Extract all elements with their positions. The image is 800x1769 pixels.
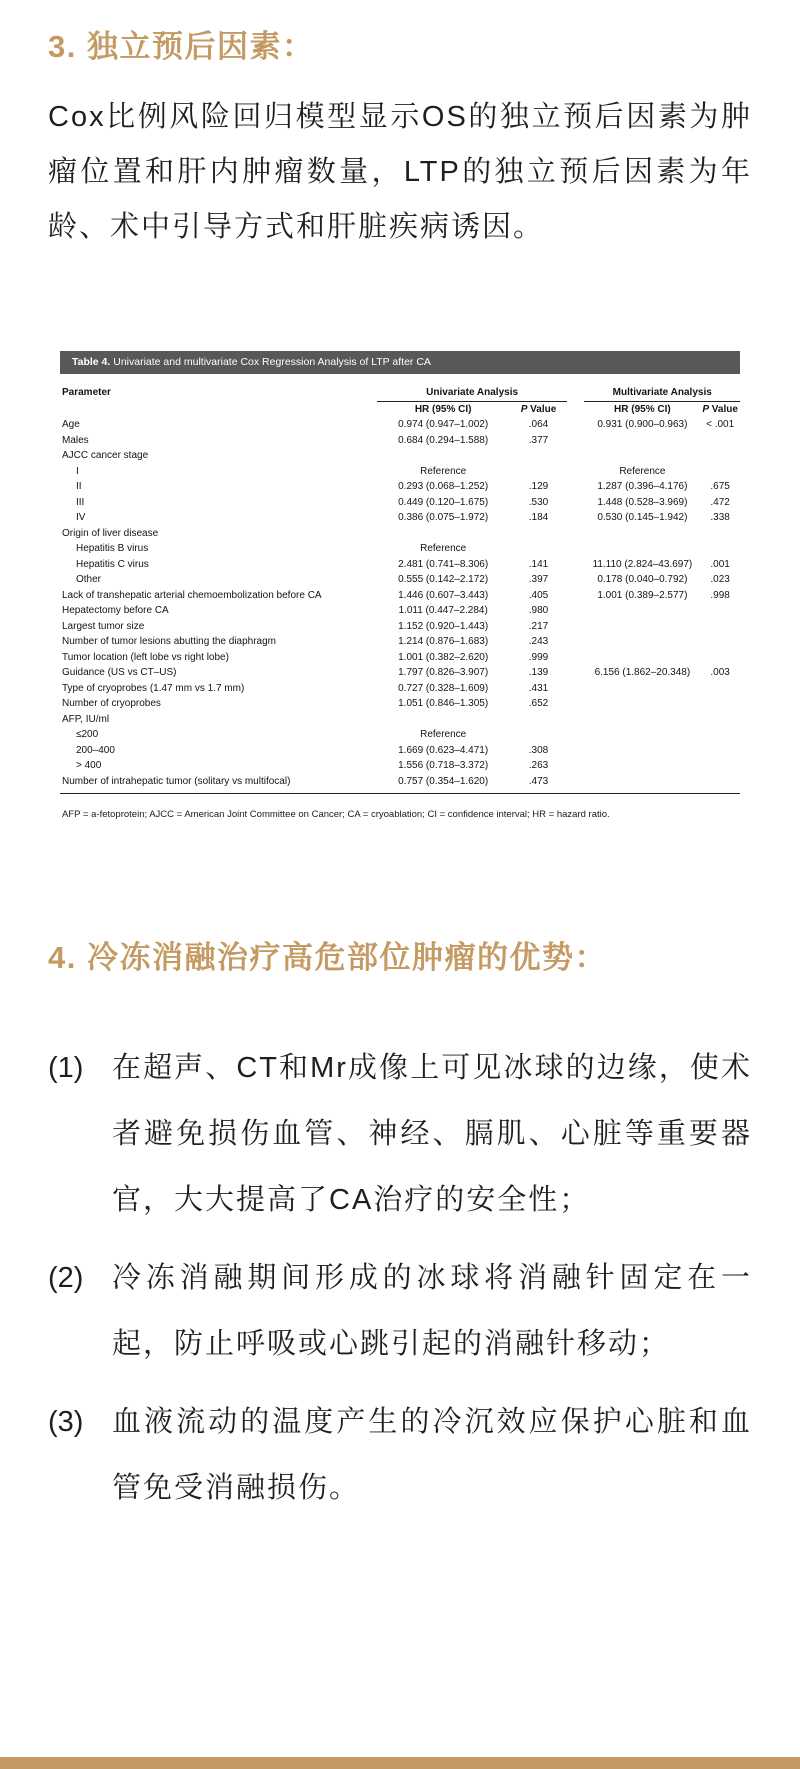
univariate-hr-cell: 0.757 (0.354–1.620) bbox=[377, 774, 510, 794]
parameter-cell: > 400 bbox=[76, 760, 102, 771]
univariate-p-cell: .308 bbox=[528, 744, 549, 756]
p-value-italic: P bbox=[702, 403, 710, 415]
gap-cell bbox=[567, 542, 584, 558]
subheader-uni-hr: HR (95% CI) bbox=[414, 403, 472, 415]
univariate-p-cell bbox=[510, 542, 568, 558]
section-3-heading: 3. 独立预后因素： bbox=[48, 29, 315, 64]
multivariate-p-cell bbox=[700, 619, 740, 635]
univariate-hr-cell: 1.556 (0.718–3.372) bbox=[398, 760, 489, 771]
gap-cell bbox=[567, 666, 584, 682]
advantages-list bbox=[48, 1035, 752, 1521]
gap-cell bbox=[567, 759, 584, 775]
univariate-p-cell: .064 bbox=[528, 419, 549, 430]
gap-cell bbox=[567, 650, 584, 666]
multivariate-p-cell bbox=[700, 697, 740, 713]
cox-regression-table bbox=[60, 385, 740, 794]
subheader-multi-p bbox=[700, 402, 740, 418]
parameter-cell: Hepatitis C virus bbox=[76, 558, 149, 570]
univariate-hr-cell: 1.669 (0.623–4.471) bbox=[398, 744, 489, 756]
gap-cell bbox=[567, 619, 584, 635]
table-row bbox=[60, 774, 740, 794]
table-row bbox=[60, 604, 740, 620]
multivariate-p-cell: < .001 bbox=[706, 419, 735, 430]
table-row bbox=[60, 697, 740, 713]
univariate-hr-cell: 1.011 (0.447–2.284) bbox=[398, 605, 488, 616]
parameter-cell: Type of cryoprobes (1.47 mm vs 1.7 mm) bbox=[62, 682, 245, 694]
univariate-hr-cell: 1.446 (0.607–3.443) bbox=[398, 589, 489, 601]
table-row bbox=[60, 635, 740, 651]
section-4-heading: 4. 冷冻消融治疗高危部位肿瘤的优势： bbox=[48, 940, 607, 975]
univariate-p-cell: .473 bbox=[510, 774, 568, 794]
gap-cell bbox=[567, 573, 584, 589]
table-figure bbox=[60, 351, 740, 821]
multivariate-hr-cell bbox=[584, 697, 700, 713]
table-row bbox=[60, 433, 740, 449]
list-item-text: 在超声、CT和Mr成像上可见冰球的边缘，使术者避免损伤血管、神经、膈肌、心脏等重要器官，大大提高了CA治疗的安全性； bbox=[112, 1052, 752, 1216]
univariate-hr-cell: 0.555 (0.142–2.172) bbox=[398, 574, 489, 585]
multivariate-hr-cell: 0.530 (0.145–1.942) bbox=[597, 512, 688, 523]
multivariate-p-cell: .003 bbox=[710, 667, 730, 678]
univariate-hr-cell: 1.797 (0.826–3.907) bbox=[398, 667, 489, 678]
column-gap bbox=[567, 385, 584, 418]
multivariate-hr-cell: 0.931 (0.900–0.963) bbox=[597, 419, 688, 430]
multivariate-hr-cell: Reference bbox=[619, 465, 666, 477]
univariate-p-cell bbox=[510, 526, 568, 542]
subheader-uni-p bbox=[510, 402, 568, 418]
parameter-cell: ≤200 bbox=[76, 729, 99, 740]
parameter-cell: IV bbox=[76, 512, 86, 523]
table-row bbox=[60, 728, 740, 744]
parameter-cell: Other bbox=[76, 574, 102, 585]
parameter-cell: Lack of transhepatic arterial chemoembolization before CA bbox=[62, 589, 322, 601]
multivariate-hr-cell: 0.178 (0.040–0.792) bbox=[597, 574, 688, 585]
table-row bbox=[60, 449, 740, 465]
gap-cell bbox=[567, 743, 584, 759]
univariate-p-cell: .999 bbox=[528, 651, 549, 663]
multivariate-p-cell bbox=[700, 650, 740, 666]
univariate-p-cell: .530 bbox=[528, 496, 549, 508]
multivariate-hr-cell: 6.156 (1.862–20.348) bbox=[594, 667, 691, 678]
parameter-cell: 200–400 bbox=[76, 744, 115, 756]
gap-cell bbox=[567, 712, 584, 728]
univariate-hr-cell: 0.684 (0.294–1.588) bbox=[398, 434, 489, 446]
table-body bbox=[60, 418, 740, 794]
univariate-p-cell: .377 bbox=[528, 434, 549, 446]
multivariate-hr-cell bbox=[584, 759, 700, 775]
table-row bbox=[60, 588, 740, 604]
univariate-p-cell: .652 bbox=[528, 698, 549, 709]
multivariate-hr-cell bbox=[584, 449, 700, 465]
gap-cell bbox=[567, 635, 584, 651]
table-row bbox=[60, 557, 740, 573]
multivariate-p-cell bbox=[700, 774, 740, 794]
multivariate-hr-cell bbox=[584, 619, 700, 635]
parameter-cell: III bbox=[76, 496, 85, 508]
parameter-cell: I bbox=[76, 465, 79, 477]
table-row bbox=[60, 511, 740, 527]
multivariate-p-cell bbox=[700, 526, 740, 542]
table-row bbox=[60, 573, 740, 589]
multivariate-p-cell bbox=[700, 542, 740, 558]
table-row bbox=[60, 464, 740, 480]
gap-cell bbox=[567, 449, 584, 465]
parameter-cell: Number of cryoprobes bbox=[62, 698, 161, 709]
column-group-univariate: Univariate Analysis bbox=[377, 385, 568, 402]
multivariate-hr-cell bbox=[584, 604, 700, 620]
univariate-p-cell: .397 bbox=[528, 574, 549, 585]
table-group-header-row bbox=[60, 385, 740, 402]
univariate-hr-cell: 1.051 (0.846–1.305) bbox=[398, 698, 489, 709]
list-item-marker: (1) bbox=[48, 1052, 84, 1084]
table-row bbox=[60, 495, 740, 511]
multivariate-hr-cell bbox=[584, 650, 700, 666]
table-row bbox=[60, 743, 740, 759]
univariate-p-cell bbox=[510, 464, 568, 480]
multivariate-p-cell bbox=[700, 681, 740, 697]
p-value-italic: P bbox=[520, 403, 528, 415]
univariate-p-cell: .980 bbox=[528, 605, 549, 616]
parameter-cell: Tumor location (left lobe vs right lobe) bbox=[62, 651, 229, 663]
univariate-p-cell: .405 bbox=[528, 589, 549, 601]
list-item-marker: (2) bbox=[48, 1262, 84, 1294]
list-item bbox=[48, 1245, 752, 1377]
parameter-cell: Largest tumor size bbox=[62, 620, 145, 632]
table-footnote: AFP = a-fetoprotein; AJCC = American Joint Committee on Cancer; CA = cryoablation; CI = confidence interval; HR = hazard ratio. bbox=[62, 809, 610, 820]
univariate-p-cell: .217 bbox=[528, 620, 549, 632]
column-header-parameter: Parameter bbox=[62, 386, 111, 398]
gap-cell bbox=[567, 511, 584, 527]
parameter-cell: AJCC cancer stage bbox=[62, 450, 149, 461]
multivariate-hr-cell bbox=[584, 774, 700, 794]
univariate-p-cell bbox=[510, 728, 568, 744]
multivariate-hr-cell bbox=[584, 743, 700, 759]
multivariate-p-cell bbox=[700, 433, 740, 449]
gap-cell bbox=[567, 728, 584, 744]
multivariate-hr-cell bbox=[584, 635, 700, 651]
univariate-p-cell: .129 bbox=[528, 481, 549, 492]
gap-cell bbox=[567, 557, 584, 573]
univariate-hr-cell: 0.386 (0.075–1.972) bbox=[398, 512, 489, 523]
multivariate-hr-cell bbox=[584, 728, 700, 744]
gap-cell bbox=[567, 774, 584, 794]
multivariate-p-cell: .023 bbox=[710, 574, 730, 585]
subheader-multi-hr: HR (95% CI) bbox=[614, 403, 671, 415]
gap-cell bbox=[567, 588, 584, 604]
multivariate-hr-cell: 11.110 (2.824–43.697) bbox=[592, 558, 693, 570]
univariate-hr-cell: 2.481 (0.741–8.306) bbox=[398, 558, 489, 570]
list-item-marker: (3) bbox=[48, 1406, 84, 1438]
parameter-cell: AFP, IU/ml bbox=[62, 713, 110, 725]
univariate-hr-cell: 0.449 (0.120–1.675) bbox=[398, 496, 489, 508]
multivariate-p-cell bbox=[700, 728, 740, 744]
table-row bbox=[60, 542, 740, 558]
univariate-hr-cell: 1.214 (0.876–1.683) bbox=[398, 636, 489, 647]
table-title-text: Univariate and multivariate Cox Regression Analysis of LTP after CA bbox=[110, 356, 431, 368]
gap-cell bbox=[567, 495, 584, 511]
gap-cell bbox=[567, 480, 584, 496]
column-group-multivariate: Multivariate Analysis bbox=[584, 385, 740, 402]
section-3-paragraph: Cox比例风险回归模型显示OS的独立预后因素为肿瘤位置和肝内肿瘤数量，LTP的独立预后因素为年龄、术中引导方式和肝脏疾病诱因。 bbox=[48, 101, 752, 243]
gap-cell bbox=[567, 526, 584, 542]
multivariate-hr-cell bbox=[584, 542, 700, 558]
multivariate-hr-cell bbox=[584, 526, 700, 542]
parameter-cell: Males bbox=[62, 434, 89, 446]
multivariate-p-cell bbox=[700, 464, 740, 480]
multivariate-p-cell bbox=[700, 759, 740, 775]
univariate-p-cell: .141 bbox=[528, 558, 549, 570]
multivariate-p-cell bbox=[700, 449, 740, 465]
univariate-p-cell: .431 bbox=[528, 682, 549, 694]
parameter-cell: Number of tumor lesions abutting the diaphragm bbox=[62, 636, 277, 647]
multivariate-hr-cell: 1.287 (0.396–4.176) bbox=[597, 481, 688, 492]
list-item bbox=[48, 1035, 752, 1233]
table-row bbox=[60, 712, 740, 728]
gap-cell bbox=[567, 681, 584, 697]
univariate-p-cell: .184 bbox=[528, 512, 549, 523]
multivariate-hr-cell bbox=[584, 433, 700, 449]
univariate-hr-cell: Reference bbox=[420, 543, 467, 554]
table-row bbox=[60, 480, 740, 496]
table-title-prefix: Table 4. bbox=[72, 356, 111, 368]
multivariate-hr-cell bbox=[584, 681, 700, 697]
parameter-cell: Origin of liver disease bbox=[62, 527, 159, 539]
gap-cell bbox=[567, 433, 584, 449]
table-row bbox=[60, 681, 740, 697]
multivariate-p-cell: .998 bbox=[710, 589, 730, 601]
gap-cell bbox=[567, 604, 584, 620]
list-item-text: 冷冻消融期间形成的冰球将消融针固定在一起，防止呼吸或心跳引起的消融针移动； bbox=[112, 1262, 752, 1360]
list-item-text: 血液流动的温度产生的冷沉效应保护心脏和血管免受消融损伤。 bbox=[112, 1406, 752, 1504]
univariate-hr-cell: 0.974 (0.947–1.002) bbox=[398, 419, 489, 430]
univariate-p-cell: .263 bbox=[528, 760, 549, 771]
univariate-p-cell bbox=[510, 712, 568, 728]
univariate-p-cell: .139 bbox=[528, 667, 549, 678]
multivariate-hr-cell: 1.448 (0.528–3.969) bbox=[597, 496, 688, 508]
multivariate-p-cell bbox=[700, 712, 740, 728]
multivariate-hr-cell bbox=[584, 712, 700, 728]
table-row bbox=[60, 759, 740, 775]
univariate-hr-cell: 0.293 (0.068–1.252) bbox=[398, 481, 489, 492]
univariate-hr-cell bbox=[377, 712, 510, 728]
univariate-hr-cell: 1.152 (0.920–1.443) bbox=[398, 620, 489, 632]
multivariate-p-cell: .338 bbox=[710, 512, 730, 523]
multivariate-p-cell: .675 bbox=[710, 481, 730, 492]
table-row bbox=[60, 666, 740, 682]
parameter-cell: II bbox=[76, 481, 82, 492]
parameter-cell: Hepatectomy before CA bbox=[62, 605, 169, 616]
parameter-cell: Guidance (US vs CT–US) bbox=[62, 667, 177, 678]
p-value-rest: Value bbox=[530, 403, 557, 415]
univariate-p-cell bbox=[510, 449, 568, 465]
gap-cell bbox=[567, 418, 584, 434]
table-row bbox=[60, 526, 740, 542]
bottom-divider bbox=[0, 1757, 800, 1769]
table-title-bar bbox=[60, 351, 740, 374]
gap-cell bbox=[567, 464, 584, 480]
parameter-cell: Number of intrahepatic tumor (solitary vs multifocal) bbox=[60, 774, 377, 794]
univariate-hr-cell: Reference bbox=[420, 729, 467, 740]
univariate-p-cell: .243 bbox=[528, 636, 549, 647]
p-value-rest: Value bbox=[711, 403, 738, 415]
univariate-hr-cell: Reference bbox=[420, 465, 467, 477]
parameter-cell: Age bbox=[62, 419, 80, 430]
multivariate-p-cell: .001 bbox=[710, 558, 730, 570]
multivariate-p-cell bbox=[700, 604, 740, 620]
univariate-hr-cell: 1.001 (0.382–2.620) bbox=[398, 651, 489, 663]
univariate-hr-cell: 0.727 (0.328–1.609) bbox=[398, 682, 489, 694]
parameter-cell: Hepatitis B virus bbox=[76, 543, 149, 554]
multivariate-p-cell: .472 bbox=[710, 496, 730, 508]
multivariate-p-cell bbox=[700, 635, 740, 651]
univariate-hr-cell bbox=[377, 526, 510, 542]
univariate-hr-cell bbox=[377, 449, 510, 465]
table-row bbox=[60, 619, 740, 635]
gap-cell bbox=[567, 697, 584, 713]
table-row bbox=[60, 650, 740, 666]
multivariate-p-cell bbox=[700, 743, 740, 759]
list-item bbox=[48, 1389, 752, 1521]
multivariate-hr-cell: 1.001 (0.389–2.577) bbox=[597, 589, 688, 601]
table-row bbox=[60, 418, 740, 434]
